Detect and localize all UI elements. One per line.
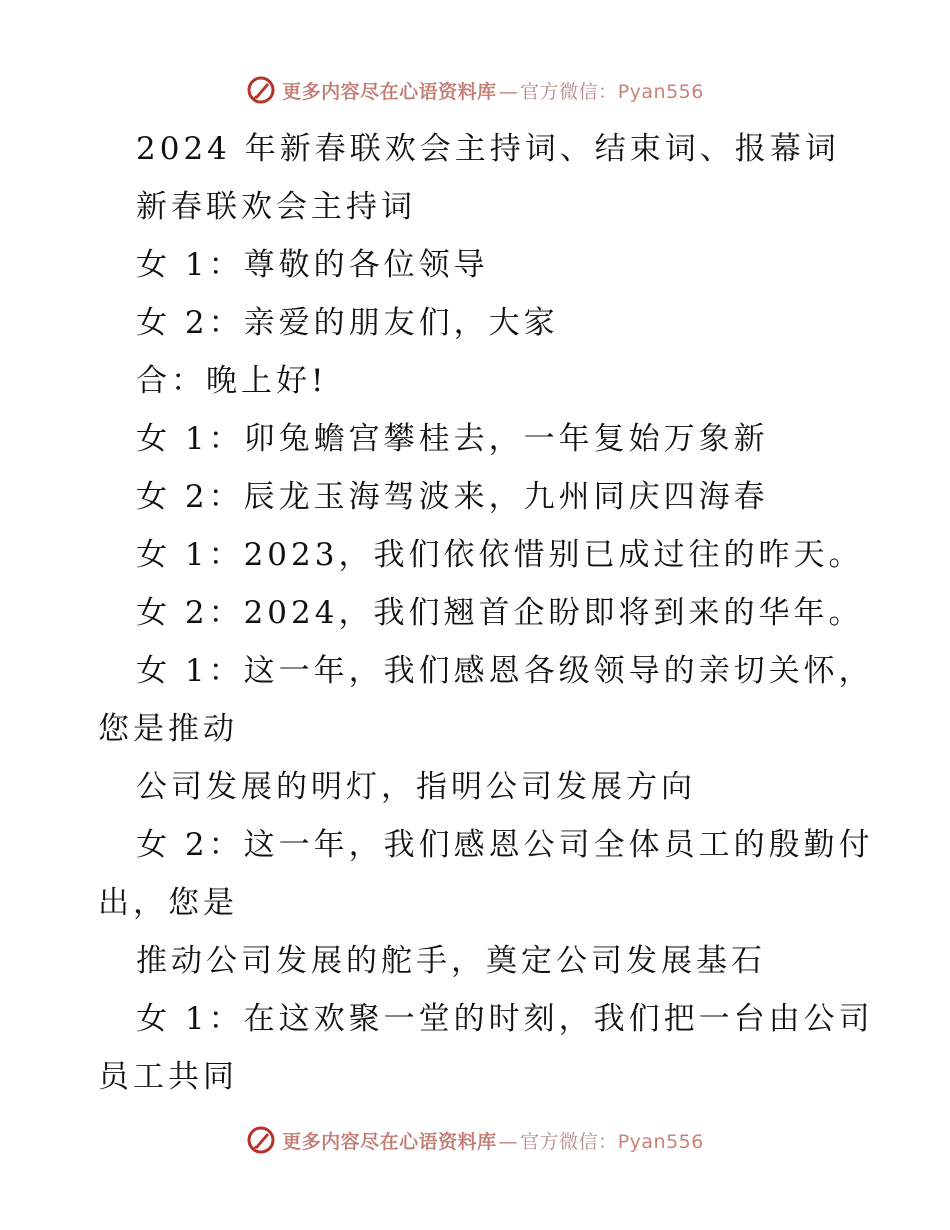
script-line: 女 2：辰龙玉海驾波来，九州同庆四海春: [136, 479, 769, 515]
script-line: 合：晚上好!: [136, 363, 328, 399]
banner-dash: —: [498, 1130, 519, 1153]
script-line: 女 1：在这欢聚一堂的时刻，我们把一台由公司: [136, 1001, 874, 1037]
script-line: 员工共同: [98, 1059, 238, 1095]
banner-wechat-id: Pyan556: [617, 1130, 704, 1153]
script-line: 女 1：卯兔蟾宫攀桂去，一年复始万象新: [136, 421, 769, 457]
script-line: 女 2：亲爱的朋友们，大家: [136, 305, 559, 341]
banner-label: 官方微信：: [520, 80, 618, 103]
banner-wechat-id: Pyan556: [617, 80, 704, 103]
document-title: 2024 年新春联欢会主持词、结束词、报幕词: [136, 131, 840, 167]
banner-brand: 更多内容尽在心语资料库: [282, 80, 497, 103]
banner-text: [282, 77, 704, 104]
script-line: 女 2：这一年，我们感恩公司全体员工的殷勤付: [136, 827, 874, 863]
section-heading: 新春联欢会主持词: [136, 189, 416, 225]
footer-banner: [0, 1120, 950, 1160]
banner-text: [282, 1127, 704, 1154]
script-line: 公司发展的明灯，指明公司发展方向: [136, 769, 696, 805]
banner-label: 官方微信：: [520, 1130, 618, 1153]
quill-logo-icon: [246, 75, 276, 105]
document-body: [98, 120, 874, 1106]
script-line: 出，您是: [98, 885, 238, 921]
script-line: 女 2：2024，我们翘首企盼即将到来的华年。: [136, 595, 864, 631]
banner-dash: —: [498, 80, 519, 103]
script-line: 女 1：2023，我们依依惜别已成过往的昨天。: [136, 537, 864, 573]
script-line: 您是推动: [98, 711, 238, 747]
banner-brand: 更多内容尽在心语资料库: [282, 1130, 497, 1153]
script-line: 推动公司发展的舵手，奠定公司发展基石: [136, 943, 766, 979]
quill-logo-icon: [246, 1125, 276, 1155]
script-line: 女 1：这一年，我们感恩各级领导的亲切关怀，: [136, 653, 874, 689]
header-banner: [0, 70, 950, 110]
script-line: 女 1：尊敬的各位领导: [136, 247, 489, 283]
